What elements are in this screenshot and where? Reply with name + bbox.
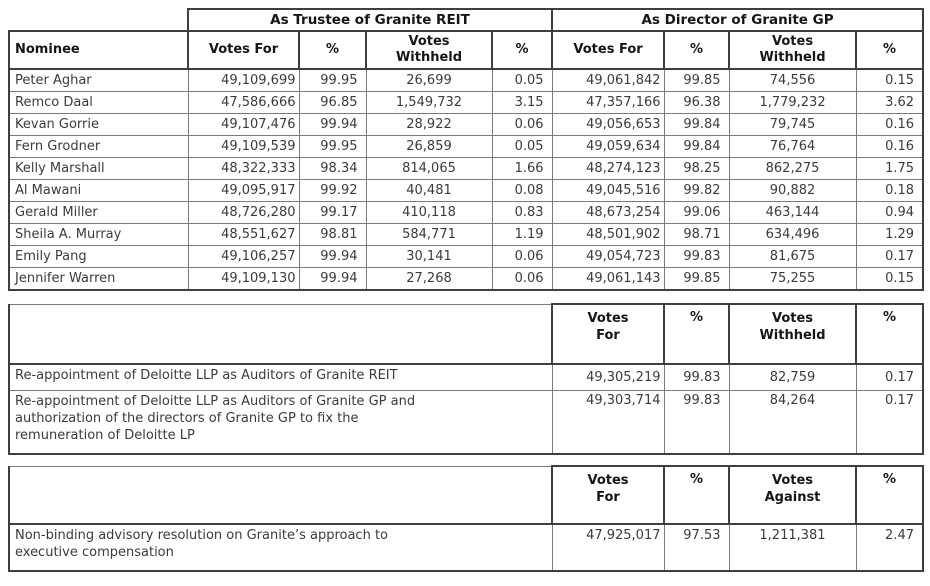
votes-for-cell: 49,095,917 — [188, 180, 299, 202]
pct-withheld-cell: 3.15 — [492, 92, 552, 114]
nominee-name-cell: Kelly Marshall — [9, 158, 188, 180]
col-header-pct-withheld-director: % — [856, 31, 923, 69]
group-header-trustee: As Trustee of Granite REIT — [188, 9, 552, 31]
group-header-director: As Director of Granite GP — [552, 9, 923, 31]
pct-for-cell: 99.94 — [299, 246, 366, 268]
votes-for-cell: 49,109,539 — [188, 136, 299, 158]
resolution-description-cell: Non-binding advisory resolution on Granite’s approach to executive compensation — [9, 524, 552, 571]
col-header-pct-for: % — [664, 304, 729, 364]
nominee-name-cell: Fern Grodner — [9, 136, 188, 158]
col-header-votes-for-director: Votes For — [552, 31, 664, 69]
pct-withheld-cell: 3.62 — [856, 92, 923, 114]
pct-withheld-cell: 0.83 — [492, 202, 552, 224]
votes-for-cell: 49,056,653 — [552, 114, 664, 136]
col-header-votes-withheld-trustee — [366, 31, 492, 69]
empty-corner-cell — [9, 9, 188, 31]
col-header-pct-against: % — [856, 466, 923, 524]
empty-corner-cell — [9, 304, 552, 364]
pct-for-cell: 96.85 — [299, 92, 366, 114]
nominee-row — [9, 136, 923, 158]
pct-for-cell: 99.94 — [299, 268, 366, 291]
pct-for-cell: 98.71 — [664, 224, 729, 246]
votes-for-cell: 48,673,254 — [552, 202, 664, 224]
votes-for-cell: 47,357,166 — [552, 92, 664, 114]
votes-withheld-cell: 584,771 — [366, 224, 492, 246]
col-header-votes-withheld-director-label: Votes Withheld — [759, 34, 826, 65]
nominee-name-cell: Peter Aghar — [9, 69, 188, 92]
votes-for-cell: 49,109,699 — [188, 69, 299, 92]
nominee-name-cell: Al Mawani — [9, 180, 188, 202]
pct-for-cell: 99.83 — [664, 364, 729, 391]
pct-withheld-cell: 0.06 — [492, 268, 552, 291]
votes-withheld-cell: 75,255 — [729, 268, 856, 291]
votes-for-cell: 47,586,666 — [188, 92, 299, 114]
votes-withheld-cell: 1,779,232 — [729, 92, 856, 114]
votes-for-cell: 49,059,634 — [552, 136, 664, 158]
col-header-votes-withheld-director — [729, 31, 856, 69]
group-header-row — [9, 9, 923, 31]
col-header-votes-for-trustee: Votes For — [188, 31, 299, 69]
votes-for-cell: 49,303,714 — [552, 391, 664, 455]
pct-withheld-cell: 0.15 — [856, 268, 923, 291]
votes-for-cell: 49,045,516 — [552, 180, 664, 202]
pct-withheld-cell: 0.17 — [856, 246, 923, 268]
votes-withheld-cell: 30,141 — [366, 246, 492, 268]
votes-withheld-cell: 862,275 — [729, 158, 856, 180]
votes-withheld-cell: 82,759 — [729, 364, 856, 391]
col-header-nominee: Nominee — [9, 31, 188, 69]
votes-withheld-cell: 79,745 — [729, 114, 856, 136]
pct-withheld-cell: 0.16 — [856, 114, 923, 136]
advisory-votes-table — [8, 465, 924, 572]
votes-withheld-cell: 40,481 — [366, 180, 492, 202]
pct-withheld-cell: 0.15 — [856, 69, 923, 92]
votes-withheld-cell: 634,496 — [729, 224, 856, 246]
nominee-name-cell: Jennifer Warren — [9, 268, 188, 291]
nominee-row — [9, 224, 923, 246]
pct-for-cell: 99.82 — [664, 180, 729, 202]
pct-for-cell: 97.53 — [664, 524, 729, 571]
votes-for-cell: 48,726,280 — [188, 202, 299, 224]
votes-for-cell: 49,106,257 — [188, 246, 299, 268]
pct-for-cell: 96.38 — [664, 92, 729, 114]
pct-for-cell: 99.84 — [664, 136, 729, 158]
votes-withheld-cell: 26,699 — [366, 69, 492, 92]
votes-for-cell: 49,109,130 — [188, 268, 299, 291]
votes-withheld-cell: 76,764 — [729, 136, 856, 158]
pct-withheld-cell: 1.66 — [492, 158, 552, 180]
pct-for-cell: 99.84 — [664, 114, 729, 136]
votes-withheld-cell: 27,268 — [366, 268, 492, 291]
pct-against-cell: 2.47 — [856, 524, 923, 571]
pct-for-cell: 99.83 — [664, 391, 729, 455]
col-header-votes-against — [729, 466, 856, 524]
pct-withheld-cell: 0.08 — [492, 180, 552, 202]
column-header-row — [9, 31, 923, 69]
advisory-header-row — [9, 466, 923, 524]
votes-for-cell: 49,305,219 — [552, 364, 664, 391]
document-page — [0, 8, 930, 586]
pct-for-cell: 98.25 — [664, 158, 729, 180]
pct-for-cell: 99.85 — [664, 69, 729, 92]
pct-withheld-cell: 0.94 — [856, 202, 923, 224]
pct-for-cell: 99.94 — [299, 114, 366, 136]
votes-for-cell: 49,107,476 — [188, 114, 299, 136]
votes-against-cell: 1,211,381 — [729, 524, 856, 571]
votes-withheld-cell: 74,556 — [729, 69, 856, 92]
nominee-name-cell: Gerald Miller — [9, 202, 188, 224]
votes-withheld-cell: 84,264 — [729, 391, 856, 455]
votes-for-cell: 48,322,333 — [188, 158, 299, 180]
votes-withheld-cell: 463,144 — [729, 202, 856, 224]
votes-withheld-cell: 90,882 — [729, 180, 856, 202]
pct-for-cell: 99.95 — [299, 69, 366, 92]
nominee-name-cell: Kevan Gorrie — [9, 114, 188, 136]
col-header-votes-against-label: Votes Against — [764, 473, 821, 505]
votes-for-cell: 49,054,723 — [552, 246, 664, 268]
pct-withheld-cell: 1.29 — [856, 224, 923, 246]
votes-withheld-cell: 81,675 — [729, 246, 856, 268]
votes-withheld-cell: 26,859 — [366, 136, 492, 158]
nominee-row — [9, 202, 923, 224]
auditor-row-gp — [9, 391, 923, 455]
pct-withheld-cell: 0.05 — [492, 136, 552, 158]
pct-withheld-cell: 0.05 — [492, 69, 552, 92]
col-header-votes-withheld-trustee-label: Votes Withheld — [395, 34, 463, 65]
pct-withheld-cell: 0.17 — [856, 364, 923, 391]
pct-withheld-cell: 0.18 — [856, 180, 923, 202]
nominee-row — [9, 180, 923, 202]
votes-withheld-cell: 28,922 — [366, 114, 492, 136]
col-header-votes-withheld-label: Votes Withheld — [759, 311, 826, 343]
col-header-pct-for-trustee: % — [299, 31, 366, 69]
resolution-description-cell: Re-appointment of Deloitte LLP as Auditors of Granite GP and authorization of the directors of Granite GP to fix the remuneration of Deloitte LP — [9, 391, 552, 455]
pct-for-cell: 99.95 — [299, 136, 366, 158]
votes-withheld-cell: 814,065 — [366, 158, 492, 180]
col-header-pct-for-director: % — [664, 31, 729, 69]
nominee-row — [9, 246, 923, 268]
pct-for-cell: 98.81 — [299, 224, 366, 246]
nominee-votes-table — [8, 8, 924, 291]
auditor-row-reit — [9, 364, 923, 391]
col-header-pct-withheld-trustee: % — [492, 31, 552, 69]
col-header-votes-for — [552, 466, 664, 524]
auditor-votes-table — [8, 303, 924, 455]
nominee-row — [9, 268, 923, 291]
pct-for-cell: 99.92 — [299, 180, 366, 202]
col-header-votes-for — [552, 304, 664, 364]
col-header-pct-for: % — [664, 466, 729, 524]
votes-for-cell: 49,061,842 — [552, 69, 664, 92]
votes-for-cell: 48,551,627 — [188, 224, 299, 246]
pct-for-cell: 99.06 — [664, 202, 729, 224]
pct-for-cell: 99.83 — [664, 246, 729, 268]
nominee-row — [9, 114, 923, 136]
pct-withheld-cell: 1.19 — [492, 224, 552, 246]
votes-for-cell: 48,274,123 — [552, 158, 664, 180]
votes-withheld-cell: 410,118 — [366, 202, 492, 224]
votes-for-cell: 47,925,017 — [552, 524, 664, 571]
pct-for-cell: 99.85 — [664, 268, 729, 291]
nominee-row — [9, 69, 923, 92]
pct-withheld-cell: 1.75 — [856, 158, 923, 180]
nominee-name-cell: Remco Daal — [9, 92, 188, 114]
col-header-votes-for-label: Votes For — [587, 473, 629, 505]
nominee-name-cell: Sheila A. Murray — [9, 224, 188, 246]
advisory-row-compensation — [9, 524, 923, 571]
pct-withheld-cell: 0.06 — [492, 246, 552, 268]
nominee-name-cell: Emily Pang — [9, 246, 188, 268]
nominee-table-body — [9, 69, 923, 290]
col-header-pct-withheld: % — [856, 304, 923, 364]
nominee-row — [9, 92, 923, 114]
col-header-votes-withheld — [729, 304, 856, 364]
pct-withheld-cell: 0.16 — [856, 136, 923, 158]
empty-corner-cell — [9, 466, 552, 524]
pct-for-cell: 99.17 — [299, 202, 366, 224]
pct-for-cell: 98.34 — [299, 158, 366, 180]
pct-withheld-cell: 0.17 — [856, 391, 923, 455]
votes-withheld-cell: 1,549,732 — [366, 92, 492, 114]
votes-for-cell: 48,501,902 — [552, 224, 664, 246]
nominee-row — [9, 158, 923, 180]
resolution-description-cell: Re-appointment of Deloitte LLP as Auditors of Granite REIT — [9, 364, 552, 391]
col-header-votes-for-label: Votes For — [587, 311, 629, 343]
pct-withheld-cell: 0.06 — [492, 114, 552, 136]
votes-for-cell: 49,061,143 — [552, 268, 664, 291]
auditor-header-row — [9, 304, 923, 364]
